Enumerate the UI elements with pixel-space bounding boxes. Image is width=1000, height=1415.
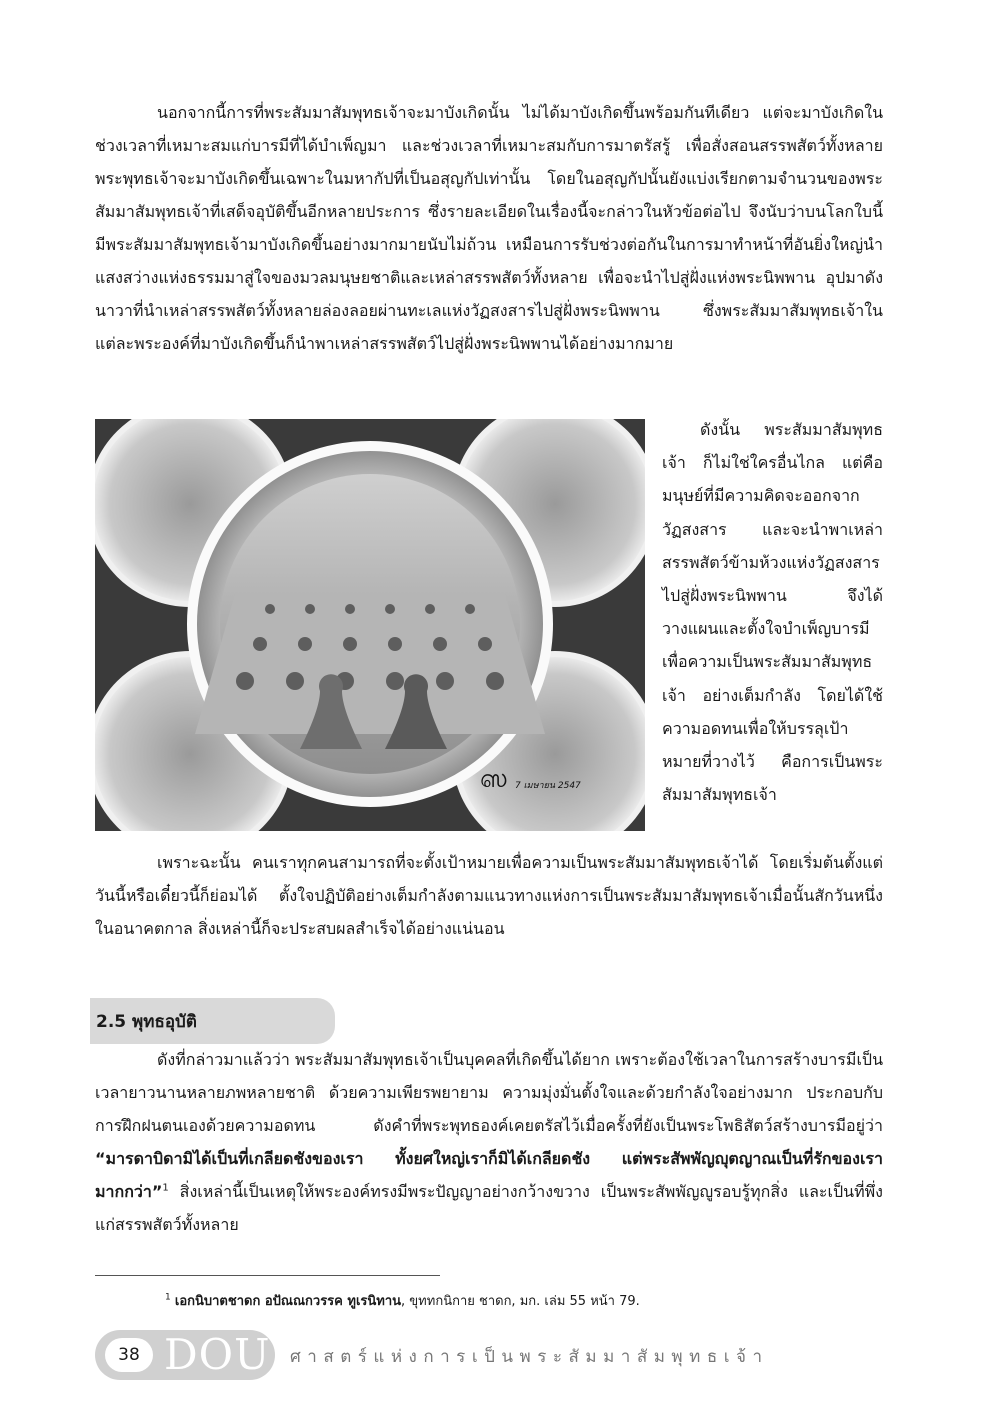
paragraph-side (662, 413, 883, 811)
illustration-graphic (95, 419, 645, 831)
footnote-reference[interactable]: 1 (162, 1182, 169, 1194)
footnote-mark: 1 (165, 1292, 171, 1303)
footnote (165, 1293, 640, 1311)
meditation-illustration (95, 419, 645, 831)
paragraph-text: ดังที่กล่าวมาแล้วว่า พระสัมมาสัมพุทธเจ้าเป็นบุคคลที่เกิดขึ้นได้ยาก เพราะต้องใช้เวลาในการสร้างบารมีเป็นเวลายาวนานหลายภพหลายชาติ ด้วยความเพียรพยายาม ความมุ่งมั่นตั้งใจและด้วยกำลังใจอย่างมาก ประกอบกับการฝึกฝนตนเองด้วยความอดทน ดังคำที่พระพุทธองค์เคยตรัสไว้เมื่อครั้งที่ยังเป็นพระโพธิสัตว์สร้างบารมีอยู่ว่า (95, 1050, 883, 1135)
artwork-date: 7 เมษายน 2547 (515, 781, 581, 791)
footnote-source: , ขุททกนิกาย ชาดก, มก. เล่ม 55 หน้า 79. (401, 1294, 640, 1309)
book-title: ศาสตร์แห่งการเป็นพระสัมมาสัมพุทธเจ้า (290, 1347, 769, 1367)
page-number: 38 (105, 1338, 153, 1372)
quotation: “มารดาบิดามิได้เป็นที่เกลียดชังของเรา ทั้งยศใหญ่เราก็มิได้เกลียดชัง แต่พระสัพพัญญุตญาณเป็นที่รักของเรามากกว่า” (95, 1149, 883, 1201)
artist-signature: ஸ (480, 764, 508, 794)
footnote-title: เอกนิบาตชาดก อปัณณกวรรค ทูเรนิทาน (174, 1294, 402, 1309)
paragraph-buddha-arising (95, 1043, 883, 1241)
publisher-logo: DOU (164, 1330, 271, 1379)
paragraph-intro: นอกจากนี้การที่พระสัมมาสัมพุทธเจ้าจะมาบังเกิดนั้น ไม่ได้มาบังเกิดขึ้นพร้อมกันทีเดียว แต่จะมาบังเกิดในช่วงเวลาที่เหมาะสมแก่บารมีที่ได้บำเพ็ญมา และช่วงเวลาที่เหมาะสมกับการมาตรัสรู้ เพื่อสั่งสอนสรรพสัตว์ทั้งหลาย พระพุทธเจ้าจะมาบังเกิดขึ้นเฉพาะในมหากัปที่เป็นอสุญกัปเท่านั้น โดยในอสุญกัปนั้นยังแบ่งเรียกตามจำนวนของพระสัมมาสัมพุทธเจ้าที่เสด็จอุบัติขึ้นอีกหลายประการ ซึ่งรายละเอียดในเรื่องนี้จะกล่าวในหัวข้อต่อไป จึงนับว่าบนโลกใบนี้มีพระสัมมาสัมพุทธเจ้ามาบังเกิดขึ้นอย่างมากมายนับไม่ถ้วน เหมือนการรับช่วงต่อกันในการมาทำหน้าที่อันยิ่งใหญ่นำแสงสว่างแห่งธรรมมาสู่ใจของมวลมนุษยชาติและเหล่าสรรพสัตว์ทั้งหลาย เพื่อจะนำไปสู่ฝั่งแห่งพระนิพพาน อุปมาดังนาวาที่นำเหล่าสรรพสัตว์ทั้งหลายล่องลอยผ่านทะเลแห่งวัฏสงสารไปสู่ฝั่งพระนิพพาน ซึ่งพระสัมมาสัมพุทธเจ้าในแต่ละพระองค์ที่มาบังเกิดขึ้นก็นำพาเหล่าสรรพสัตว์ไปสู่ฝั่งพระนิพพานได้อย่างมากมาย (95, 103, 883, 353)
side-text: ดังนั้น พระสัมมาสัมพุทธเจ้า ก็ไม่ใช่ใครอื่นไกล แต่คือมนุษย์ที่มีความคิดจะออกจากวัฏสงสาร และจะนำพาเหล่าสรรพสัตว์ข้ามห้วงแห่งวัฏสงสารไปสู่ฝั่งพระนิพพาน จึงได้วางแผนและตั้งใจบำเพ็ญบารมีเพื่อความเป็นพระสัมมาสัมพุทธเจ้า อย่างเต็มกำลัง โดยได้ใช้ความอดทนเพื่อให้บรรลุเป้าหมายที่วางไว้ คือการเป็นพระสัมมาสัมพุทธเจ้า (662, 420, 883, 805)
footnote-divider (95, 1275, 440, 1276)
section-heading: 2.5 พุทธอุบัติ (96, 1012, 197, 1032)
paragraph-conclusion: เพราะฉะนั้น คนเราทุกคนสามารถที่จะตั้งเป้าหมายเพื่อความเป็นพระสัมมาสัมพุทธเจ้าได้ โดยเริ่มต้นตั้งแต่วันนี้หรือเดี๋ยวนี้ก็ย่อมได้ ตั้งใจปฏิบัติอย่างเต็มกำลังตามแนวทางแห่งการเป็นพระสัมมาสัมพุทธเจ้าเมื่อนั้นสักวันหนึ่งในอนาคตกาล สิ่งเหล่านี้ก็จะประสบผลสำเร็จได้อย่างแน่นอน (95, 853, 883, 938)
paragraph-text-continued: สิ่งเหล่านี้เป็นเหตุให้พระองค์ทรงมีพระปัญญาอย่างกว้างขวาง เป็นพระสัพพัญญูรอบรู้ทุกสิ่ง และเป็นที่พึ่งแก่สรรพสัตว์ทั้งหลาย (95, 1182, 883, 1234)
